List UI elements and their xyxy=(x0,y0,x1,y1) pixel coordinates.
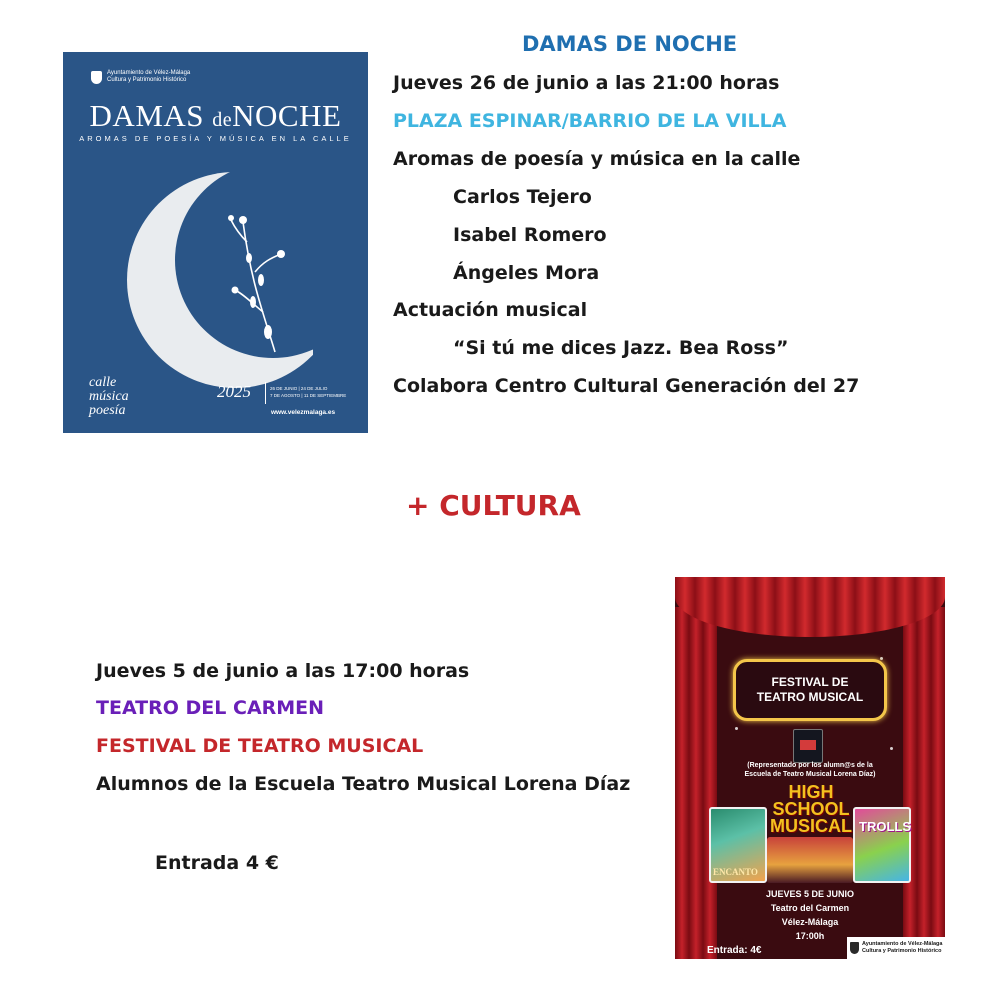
sparkle-icon xyxy=(890,747,893,750)
sparkle-icon xyxy=(880,657,883,660)
poster-event-info: JUEVES 5 DE JUNIO Teatro del Carmen Vélez-Málaga 17:00h xyxy=(765,889,855,941)
section-heading: + CULTURA xyxy=(406,489,581,522)
curtain-right xyxy=(903,607,945,959)
org-name: Ayuntamiento de Vélez-Málaga xyxy=(107,70,191,76)
poet-name: Ángeles Mora xyxy=(453,262,600,284)
event1-collaborator: Colabora Centro Cultural Generación del 27 xyxy=(393,375,860,397)
high-school-musical-logo: HIGH SCHOOL MUSICAL xyxy=(770,782,852,836)
sparkle-icon xyxy=(735,727,738,730)
event1-location: PLAZA ESPINAR/BARRIO DE LA VILLA xyxy=(393,110,787,132)
poster-tagline: calle música poesía xyxy=(89,375,129,418)
marquee-sign: FESTIVAL DE TEATRO MUSICAL xyxy=(733,659,887,721)
encanto-label: ENCANTO xyxy=(713,867,758,877)
poet-name: Carlos Tejero xyxy=(453,186,592,208)
event1-description: Aromas de poesía y música en la calle xyxy=(393,148,801,170)
school-logo-icon xyxy=(793,729,823,763)
poster-title: DAMAS deNOCHE xyxy=(89,98,342,133)
curtain-left xyxy=(675,607,717,959)
org-department: Cultura y Patrimonio Histórico xyxy=(107,77,187,83)
high-school-musical-image xyxy=(767,837,853,883)
crescent-moon-illustration xyxy=(123,162,313,397)
event2-price: Entrada 4 € xyxy=(155,852,279,874)
event1-title: DAMAS DE NOCHE xyxy=(522,32,738,56)
coat-of-arms-icon xyxy=(850,942,859,954)
music-label: Actuación musical xyxy=(393,299,588,321)
event2-date: Jueves 5 de junio a las 17:00 horas xyxy=(96,660,470,682)
event2-title: FESTIVAL DE TEATRO MUSICAL xyxy=(96,735,424,757)
poster-url: www.velezmalaga.es xyxy=(271,409,336,416)
damas-de-noche-poster xyxy=(63,52,368,433)
divider xyxy=(265,382,266,404)
coat-of-arms-icon xyxy=(91,71,102,84)
poster-price: Entrada: 4€ xyxy=(707,945,762,956)
event1-date: Jueves 26 de junio a las 21:00 horas xyxy=(393,72,780,94)
event2-performers: Alumnos de la Escuela Teatro Musical Lorena Díaz xyxy=(96,773,631,795)
poster-org-logo xyxy=(91,70,190,84)
poet-name: Isabel Romero xyxy=(453,224,607,246)
trolls-label: TROLLS xyxy=(859,819,911,834)
festival-teatro-musical-poster xyxy=(675,577,945,959)
poster-subtitle: AROMAS DE POESÍA Y MÚSICA EN LA CALLE xyxy=(79,134,352,143)
event2-venue: TEATRO DEL CARMEN xyxy=(96,697,325,719)
poster-dates: 26 DE JUNIO | 24 DE JULIO 7 DE AGOSTO | 11 DE SEPTIEMBRE xyxy=(270,386,347,398)
music-act: “Si tú me dices Jazz. Bea Ross” xyxy=(453,337,789,359)
poster-footer-logo: Ayuntamiento de Vélez-Málaga Cultura y Patrimonio Histórico xyxy=(847,937,945,959)
poster-note: (Representado por los alumn@s de la Escuela de Teatro Musical Lorena Díaz) xyxy=(744,762,876,778)
poster-year: 2025 xyxy=(217,382,251,401)
